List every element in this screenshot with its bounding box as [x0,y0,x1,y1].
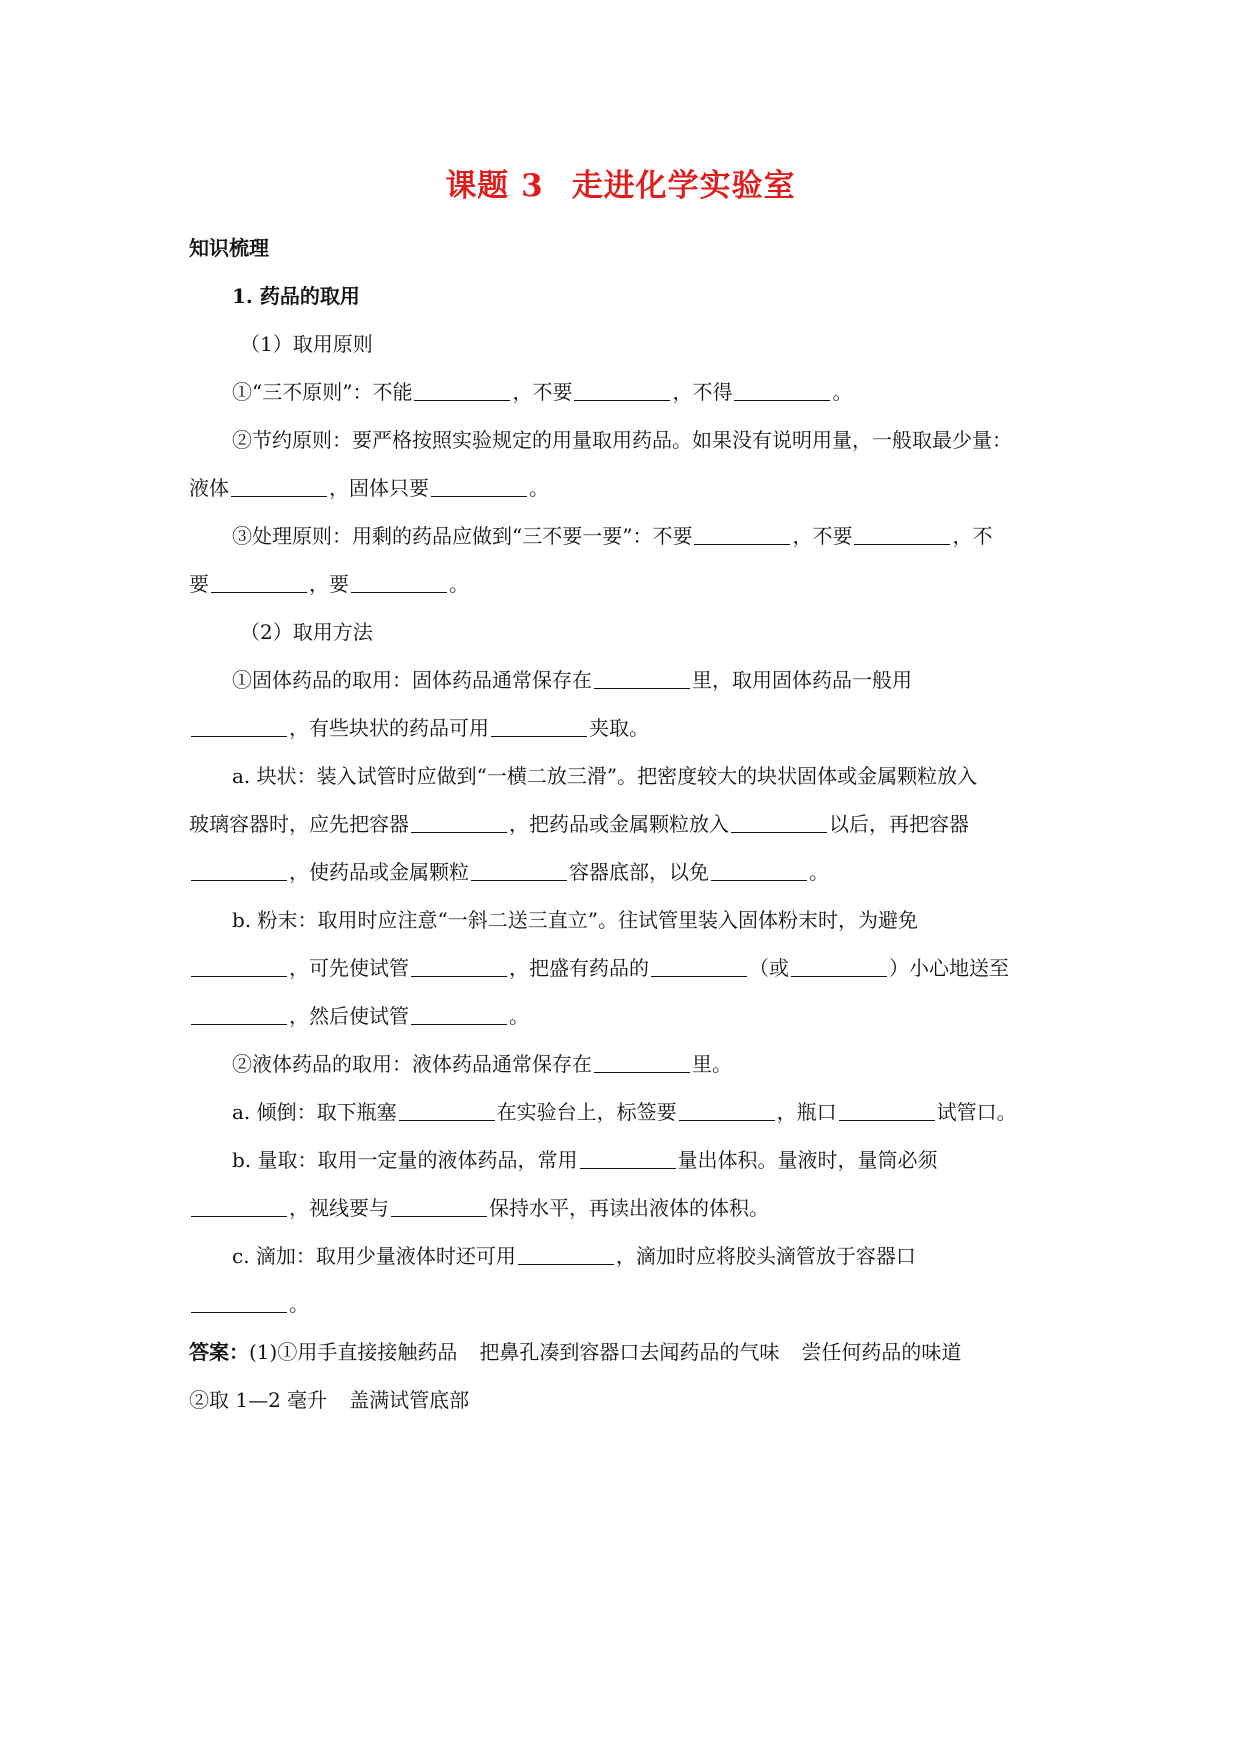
blank [854,524,950,545]
paragraph-powder-cont2: ，然后使试管 。 [189,1001,1059,1031]
blank [471,860,567,881]
blank [491,716,587,737]
paragraph-powder-cont1: ，可先使试管 ，把盛有药品的 （或 ）小心地送至 [189,953,1059,983]
paragraph-measuring-cont: ，视线要与 保持水平，再读出液体的体积。 [189,1193,1059,1223]
blank [431,476,527,497]
blank [694,524,790,545]
paragraph-powder: b. 粉末：取用时应注意“一斜二送三直立”。往试管里装入固体粉末时，为避免 [232,908,918,932]
paragraph-lump-solid: a. 块状：装入试管时应做到“一横二放三滑”。把密度较大的块状固体或金属颗粒放入 [232,764,978,788]
blank [414,380,510,401]
paragraph-saving-principle-cont: 液体 ，固体只要 。 [189,476,549,500]
blank [651,956,747,977]
blank [191,956,287,977]
lesson-topic: 走进化学实验室 [571,168,796,204]
blank [191,716,287,737]
blank [679,1100,775,1121]
blank [351,572,447,593]
lesson-number: 课题 3 [445,168,544,204]
blank [231,476,327,497]
section-heading: 知识梳理 [189,236,269,260]
blank [191,1292,287,1313]
blank [191,1004,287,1025]
answer-line-1: 答案：(1)①用手直接接触药品 把鼻孔凑到容器口去闻药品的气味 尝任何药品的味道 [189,1340,962,1364]
blank [399,1100,495,1121]
sub1-heading: （1）取用原则 [240,332,373,356]
blank [191,1196,287,1217]
sub2-heading: （2）取用方法 [240,620,373,644]
blank [594,1052,690,1073]
blank [411,812,507,833]
blank [731,812,827,833]
blank [211,572,307,593]
paragraph-pouring: a. 倾倒：取下瓶塞 在实验台上，标签要 ，瓶口 试管口。 [232,1100,1017,1124]
blank [580,1148,676,1169]
blank [839,1100,935,1121]
paragraph-dropping: c. 滴加：取用少量液体时还可用 ，滴加时应将胶头滴管放于容器口 [232,1244,916,1268]
blank [411,956,507,977]
page-title [0,160,1241,205]
paragraph-solid-reagent: ①固体药品的取用：固体药品通常保存在 里，取用固体药品一般用 [232,668,912,692]
blank [734,380,830,401]
paragraph-dropping-cont: 。 [189,1289,1059,1319]
paragraph-disposal-principle: ③处理原则：用剩的药品应做到“三不要一要”：不要 ，不要 ，不 [232,524,993,548]
paragraph-disposal-principle-cont: 要 ，要 。 [189,572,469,596]
blank [574,380,670,401]
blank [191,860,287,881]
paragraph-lump-solid-cont2: ，使药品或金属颗粒 容器底部，以免 。 [189,857,1059,887]
paragraph-lump-solid-cont1: 玻璃容器时，应先把容器 ，把药品或金属颗粒放入 以后，再把容器 [189,812,969,836]
item1-heading: 1. 药品的取用 [232,284,360,308]
answer-line-2: ②取 1—2 毫升 盖满试管底部 [189,1388,470,1412]
blank [594,668,690,689]
blank [391,1196,487,1217]
paragraph-solid-reagent-cont: ，有些块状的药品可用 夹取。 [189,713,1059,743]
blank [711,860,807,881]
paragraph-liquid-reagent: ②液体药品的取用：液体药品通常保存在 里。 [232,1052,732,1076]
blank [518,1244,614,1265]
paragraph-measuring: b. 量取：取用一定量的液体药品，常用 量出体积。量液时，量筒必须 [232,1148,938,1172]
paragraph-three-nos: ①“三不原则”：不能 ，不要 ，不得 。 [232,380,853,404]
paragraph-saving-principle: ②节约原则：要严格按照实验规定的用量取用药品。如果没有说明用量，一般取最少量： [232,428,1012,452]
answer-label: 答案： [189,1340,249,1364]
blank [411,1004,507,1025]
blank [791,956,887,977]
